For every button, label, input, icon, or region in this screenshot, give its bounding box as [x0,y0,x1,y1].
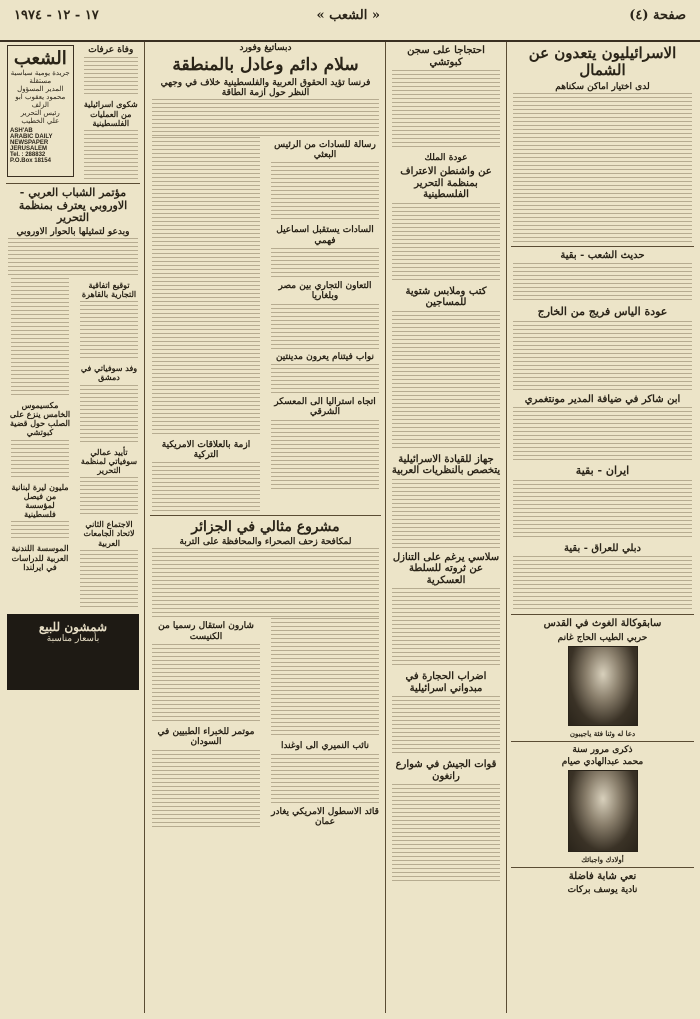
info-line: المدير المسؤول [17,85,64,93]
divider [511,614,694,615]
article-text [152,644,260,724]
headline-lasting-peace: سلام دائم وعادل بالمنطقة [172,55,359,75]
logo-shaab: الشعب [13,48,67,69]
article-text [152,99,379,137]
article-text [392,784,500,884]
article-text [513,480,692,540]
article-text [11,521,69,541]
article-text [392,479,500,549]
article-text [152,548,379,618]
headline-algeria-project: مشروع مثالي في الجزائر [191,519,340,536]
headline-king-return: عودة الملك [424,153,468,163]
headline-trade-agreement: توقيع اتفاقية التجارية بالقاهرة [81,279,137,300]
info-line: جريدة يومية سياسية مستقلة [10,69,70,85]
headline-obituary: نعي شابة فاضلة [568,871,637,883]
headline-washington-plo: عن واشنطن الاعتراف بمنظمة التحرير الفلسطينية [400,166,492,201]
headline-soviet-labor: تأييد عمالي سوفياتي لمنظمة التحرير [80,446,138,475]
article-text [513,93,692,243]
en-pobox: P.O.Box 18154 [10,158,51,164]
headline-selassie: سلاسي يرغم على التنازل عن ثروته للسلطة العسكرية [392,551,500,586]
headline-unrwa: سابقوكالة الغوث في القدس [543,618,662,630]
article-text [271,162,379,222]
article-text [80,301,138,361]
article-text [152,750,260,830]
article-text [392,70,500,150]
headline-us-turkey: ازمة بالعلاقات الامريكية التركية [161,439,251,460]
subhead-algeria: لمكافحة زحف الصحراء والمحافظة على التربة [179,537,352,548]
article-text [392,696,500,756]
article-text [80,477,138,517]
en-desc: ARABIC DAILY NEWSPAPER [10,134,53,146]
kicker-destaing-ford: دبساتيغ وفورد [239,43,292,53]
article-text [271,420,379,490]
headline-delhi-iraq: دبلي للعراق - بقية [564,542,641,554]
headline-sadat-fahmi: السادات يستقبل اسماعيل فهمي [276,225,374,246]
headline-london-institute: الموسسة اللندنية العربية للدراسات في ايرلندا [11,543,69,572]
divider [511,867,694,868]
headline-sadat-letter: رسالة للسادات من الرئيس البعثي [274,139,376,160]
divider [6,183,140,184]
obituary-name-2: نادية يوسف بركات [567,884,638,895]
subhead-youth-conference: وبدعو لتمثيلها بالحوار الاوروبي [16,226,130,237]
article-text [513,556,692,611]
en-phone: Tel. : 288832 [10,152,46,158]
headline-univ-union: الاجتماع الثاني لاتحاد الجامعات العربية [83,519,135,548]
info-line: محمود يعقوب ابو الزلف [15,93,66,109]
obituary-name-1: حربي الطيب الحاج غانم [557,632,648,643]
headline-million-lira: مليون ليرة لبنانية من فيصل لمؤسسة فلسطينية [11,481,69,520]
en-name: ASH'AB [10,128,33,134]
headline-arafat-death: وفاة عرفات [88,45,134,55]
paper-name: « الشعب » [316,8,380,23]
headline-rangoon: قوات الجيش في شوارع رانغون [395,759,497,782]
ad-line-2: بأسعار مناسبة [46,633,100,644]
advertisement-box [7,614,139,690]
headline-vietnam: نواب فيتنام يعرون مدينتين [275,351,375,362]
article-text [392,203,500,283]
article-text [271,248,379,278]
ad-line-1: شمشون للبيع [38,619,108,634]
en-city: JERUSALEM [10,146,48,152]
headline-australia: اتجاه استراليا الى المعسكر الشرقي [274,396,376,418]
anniversary-name: محمد عبدالهادي صيام [561,757,644,768]
article-text [513,407,692,462]
divider [511,741,694,742]
divider [511,246,694,247]
column-divider [385,42,386,1013]
article-text [513,263,692,303]
headline-sharon: شارون استقال رسميا من الكنيست [158,621,254,642]
headline-iran: ايران - بقية [575,464,630,478]
photo-caption-1: دعا له وثنا فئة ياجيبون [569,729,636,739]
column-right [509,42,696,1013]
column-second [388,42,504,1013]
article-text [152,137,260,437]
headline-israeli-complaint: شكوى اسرائيلية من العمليات الفلسطينية [83,99,138,128]
article-text [271,618,379,738]
article-text [84,57,138,97]
headline-egypt-bulgaria: التعاون التجاري بين مصر وبلغاريا [278,280,372,302]
headline-prisoners: كتب وملابس شتوية للمساجين [405,285,487,309]
article-text [513,321,692,391]
subhead-france: فرنسا تؤيد الحقوق العربية والفلسطينية خلاف في وجهي النظر حول ازمة الطاقة [160,77,371,98]
masthead-info-box [7,45,74,177]
issue-date: ١٧ - ١٢ - ١٩٧٤ [14,8,99,23]
column-left [4,42,142,1013]
column-divider [506,42,507,1013]
page-label: صفحة (٤) [629,8,686,23]
article-text [8,238,138,278]
headline-youth-conference: مؤتمر الشباب العربي - الاوروبي يعترف بمنظمة التحرير [18,185,128,225]
headline-capucci: احتجاجا على سجن كبوتشي [407,45,485,68]
column-centre [148,42,383,1013]
masthead [0,0,700,42]
headline-us-fleet: قائد الاسطول الامريكي يغادر عمان [271,806,379,828]
portrait-photo-2 [568,770,638,852]
info-line: رئيس التحرير [20,109,60,117]
headline-sudan: موتمر للخبراء الطبيين في السودان [157,727,255,748]
info-line: علي الخطيب [21,117,60,125]
article-text [80,385,138,445]
article-text [11,440,69,480]
article-text [80,550,138,610]
article-text [11,278,69,398]
headline-shaab-talk: حديث الشعب - بقية [560,249,645,261]
article-text [271,304,379,349]
portrait-photo-1 [568,646,638,726]
headline-anniversary: ذكرى مرور سنة [572,745,633,756]
subhead-israelis-north: لدى اختيار اماكن سكناهم [555,81,650,92]
photo-caption-2: أولادك واجبائك [581,855,624,865]
headline-israelis-north: الاسرائيليون يتعدون عن الشمال [528,44,677,80]
headline-soviet-delegation: وفد سوفياتي في دمشق [80,363,138,383]
divider [150,515,381,516]
column-divider [144,42,145,1013]
headline-elias-freij: عودة الياس فريج من الخارج [537,305,668,318]
headline-stone-strike: اضراب الحجارة في مبدواني اسرائيلية [405,671,487,694]
headline-maximos: مكسيموس الخامس ينزع على الصلب حول قضية كبوتشي [9,399,71,438]
headline-nimeiri: نائب النميري الى اوغندا [280,741,370,752]
article-text [271,754,379,804]
headline-israeli-body: جهاز للقيادة الاسرائيلية يتخصص بالنظريات العربية [391,453,501,477]
article-text [84,130,138,180]
headline-ibn-shaker: ابن شاكر في ضيافة المدير مونتغمري [524,393,681,405]
article-text [152,462,260,512]
article-text [271,364,379,394]
article-text [392,588,500,668]
article-text [392,311,500,451]
